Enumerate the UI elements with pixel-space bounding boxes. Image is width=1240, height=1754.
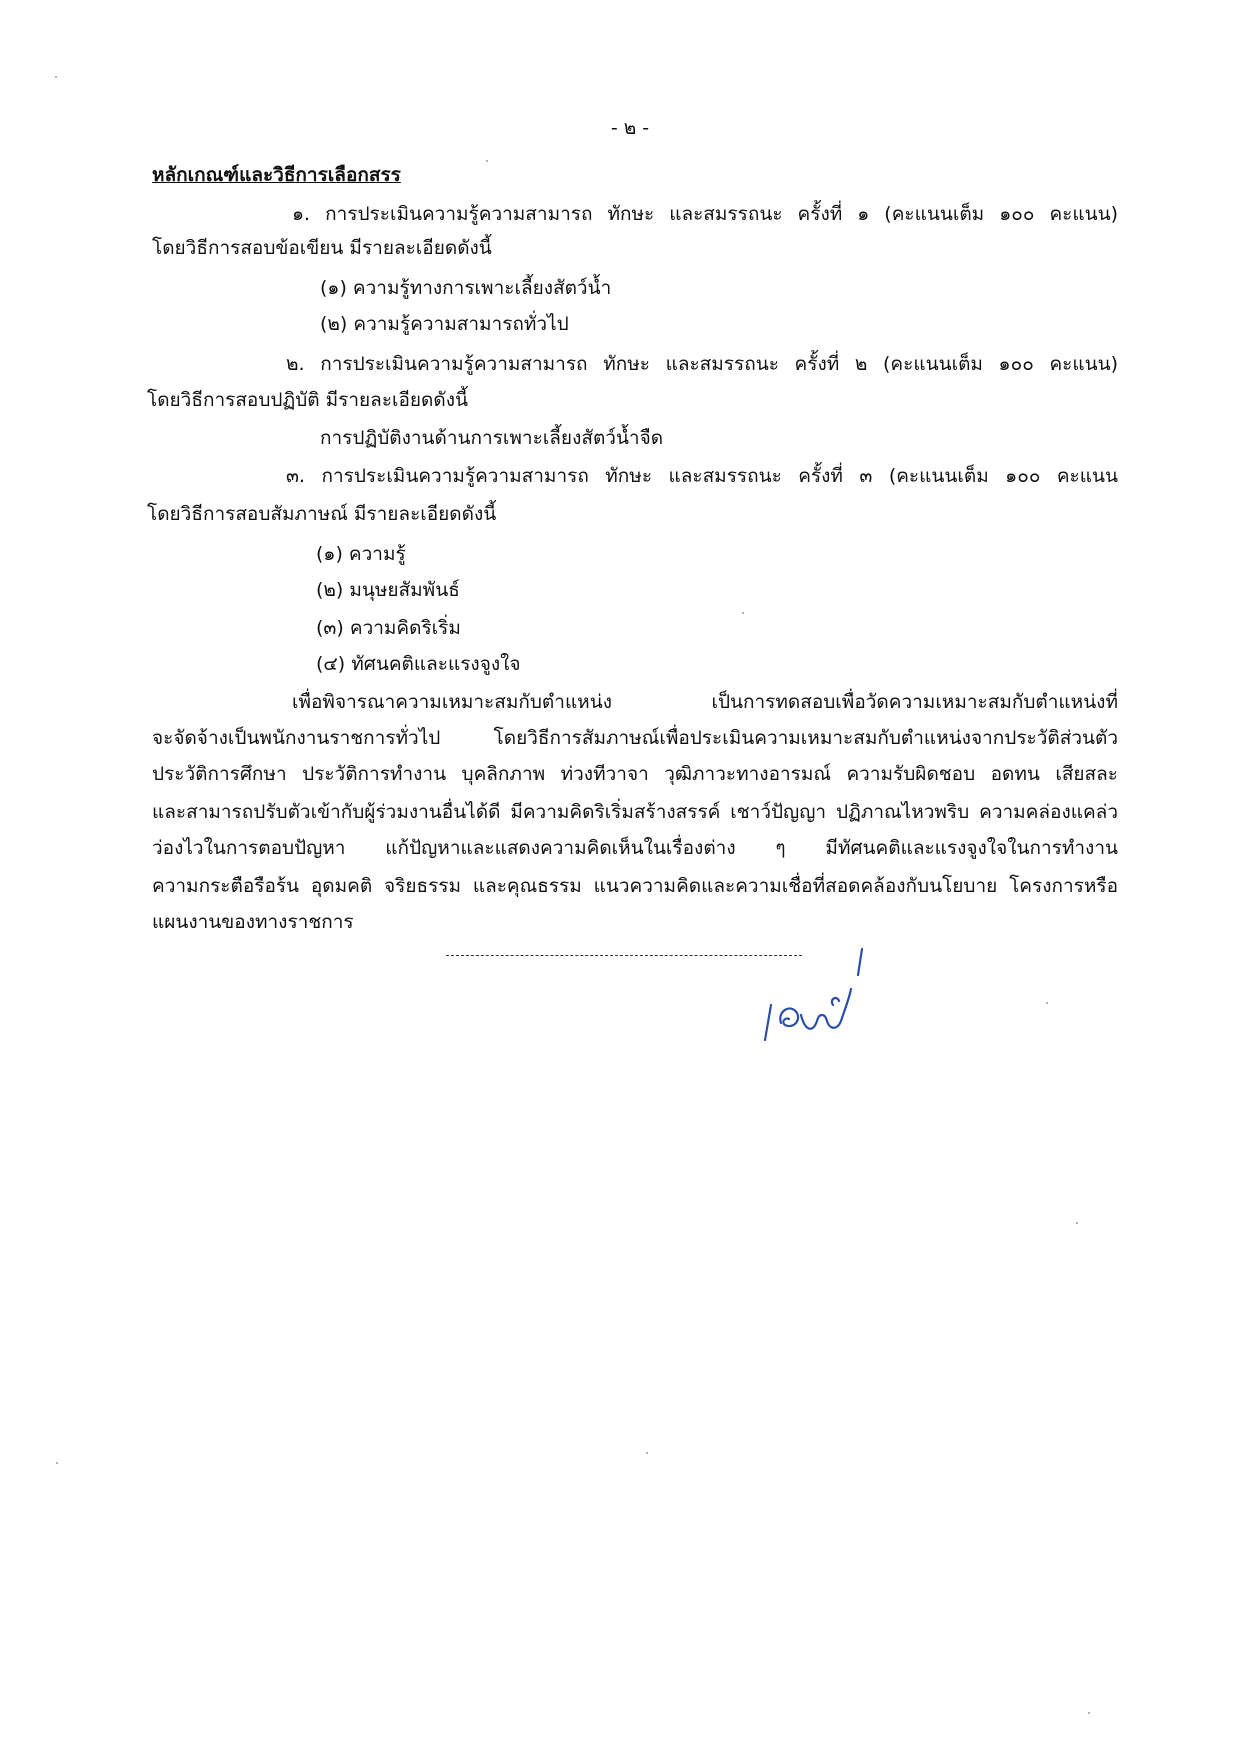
- item2-line2: โดยวิธีการสอบปฏิบัติ มีรายละเอียดดังนี้: [147, 389, 469, 411]
- handwritten-signature: [755, 925, 875, 1055]
- scan-speck: [1046, 1002, 1048, 1004]
- item3-line1: ๓. การประเมินความรู้ความสามารถ ทักษะ และสมรรถนะ ครั้งที่ ๓ (คะแนนเต็ม ๑๐๐ คะแนน: [286, 465, 1118, 487]
- item3-line2: โดยวิธีการสอบสัมภาษณ์ มีรายละเอียดดังนี้: [147, 503, 497, 525]
- item3-subitem: (๑) ความรู้: [316, 543, 406, 565]
- scan-speck: [486, 160, 488, 162]
- page-number: - ๒ -: [610, 117, 650, 139]
- dashed-separator: [446, 955, 802, 956]
- paragraph-line: ว่องไวในการตอบปัญหา แก้ปัญหาและแสดงความคิดเห็นในเรื่องต่าง ๆ มีทัศนคติและแรงจูงใจในการทำงาน: [152, 837, 1118, 859]
- item3-subitem: (๒) มนุษยสัมพันธ์: [316, 579, 460, 601]
- scan-speck: [55, 76, 57, 78]
- paragraph-line: ความกระตือรือร้น อุดมคติ จริยธรรม และคุณธรรม แนวความคิดและความเชื่อที่สอดคล้องกับนโยบาย โครงการหรือ: [152, 875, 1118, 897]
- paragraph-line: จะจัดจ้างเป็นพนักงานราชการทั่วไป โดยวิธีการสัมภาษณ์เพื่อประเมินความเหมาะสมกับตำแหน่งจากประวัติส่วนตัว: [152, 727, 1118, 749]
- scan-speck: [56, 1462, 58, 1464]
- item2-detail: การปฏิบัติงานด้านการเพาะเลี้ยงสัตว์น้ำจืด: [320, 427, 664, 449]
- item1-line1: ๑. การประเมินความรู้ความสามารถ ทักษะ และสมรรถนะ ครั้งที่ ๑ (คะแนนเต็ม ๑๐๐ คะแนน): [292, 203, 1118, 225]
- paragraph-line: แผนงานของทางราชการ: [152, 911, 354, 933]
- item2-line1: ๒. การประเมินความรู้ความสามารถ ทักษะ และสมรรถนะ ครั้งที่ ๒ (คะแนนเต็ม ๑๐๐ คะแนน): [286, 353, 1118, 375]
- paragraph-line: เพื่อพิจารณาความเหมาะสมกับตำแหน่ง เป็นการทดสอบเพื่อวัดความเหมาะสมกับตำแหน่งที่: [292, 691, 1118, 713]
- scan-speck: [1088, 1712, 1090, 1714]
- item1-line2: โดยวิธีการสอบข้อเขียน มีรายละเอียดดังนี้: [152, 237, 492, 259]
- section-heading: หลักเกณฑ์และวิธีการเลือกสรร: [152, 164, 401, 186]
- paragraph-line: ประวัติการศึกษา ประวัติการทำงาน บุคลิกภาพ ท่วงทีวาจา วุฒิภาวะทางอารมณ์ ความรับผิดชอบ อดทน เสียสละ: [152, 763, 1118, 785]
- item3-subitem: (๔) ทัศนคติและแรงจูงใจ: [316, 653, 521, 675]
- paragraph-line: และสามารถปรับตัวเข้ากับผู้ร่วมงานอื่นได้ดี มีความคิดริเริ่มสร้างสรรค์ เชาว์ปัญญา ปฏิภาณไหวพริบ ความคล่องแคล่ว: [152, 801, 1118, 823]
- scan-speck: [742, 612, 744, 614]
- item1-subitem: (๒) ความรู้ความสามารถทั่วไป: [320, 313, 569, 335]
- scan-speck: [646, 1452, 648, 1454]
- item1-subitem: (๑) ความรู้ทางการเพาะเลี้ยงสัตว์น้ำ: [320, 277, 612, 299]
- scan-speck: [1076, 1222, 1078, 1224]
- item3-subitem: (๓) ความคิดริเริ่ม: [316, 617, 461, 639]
